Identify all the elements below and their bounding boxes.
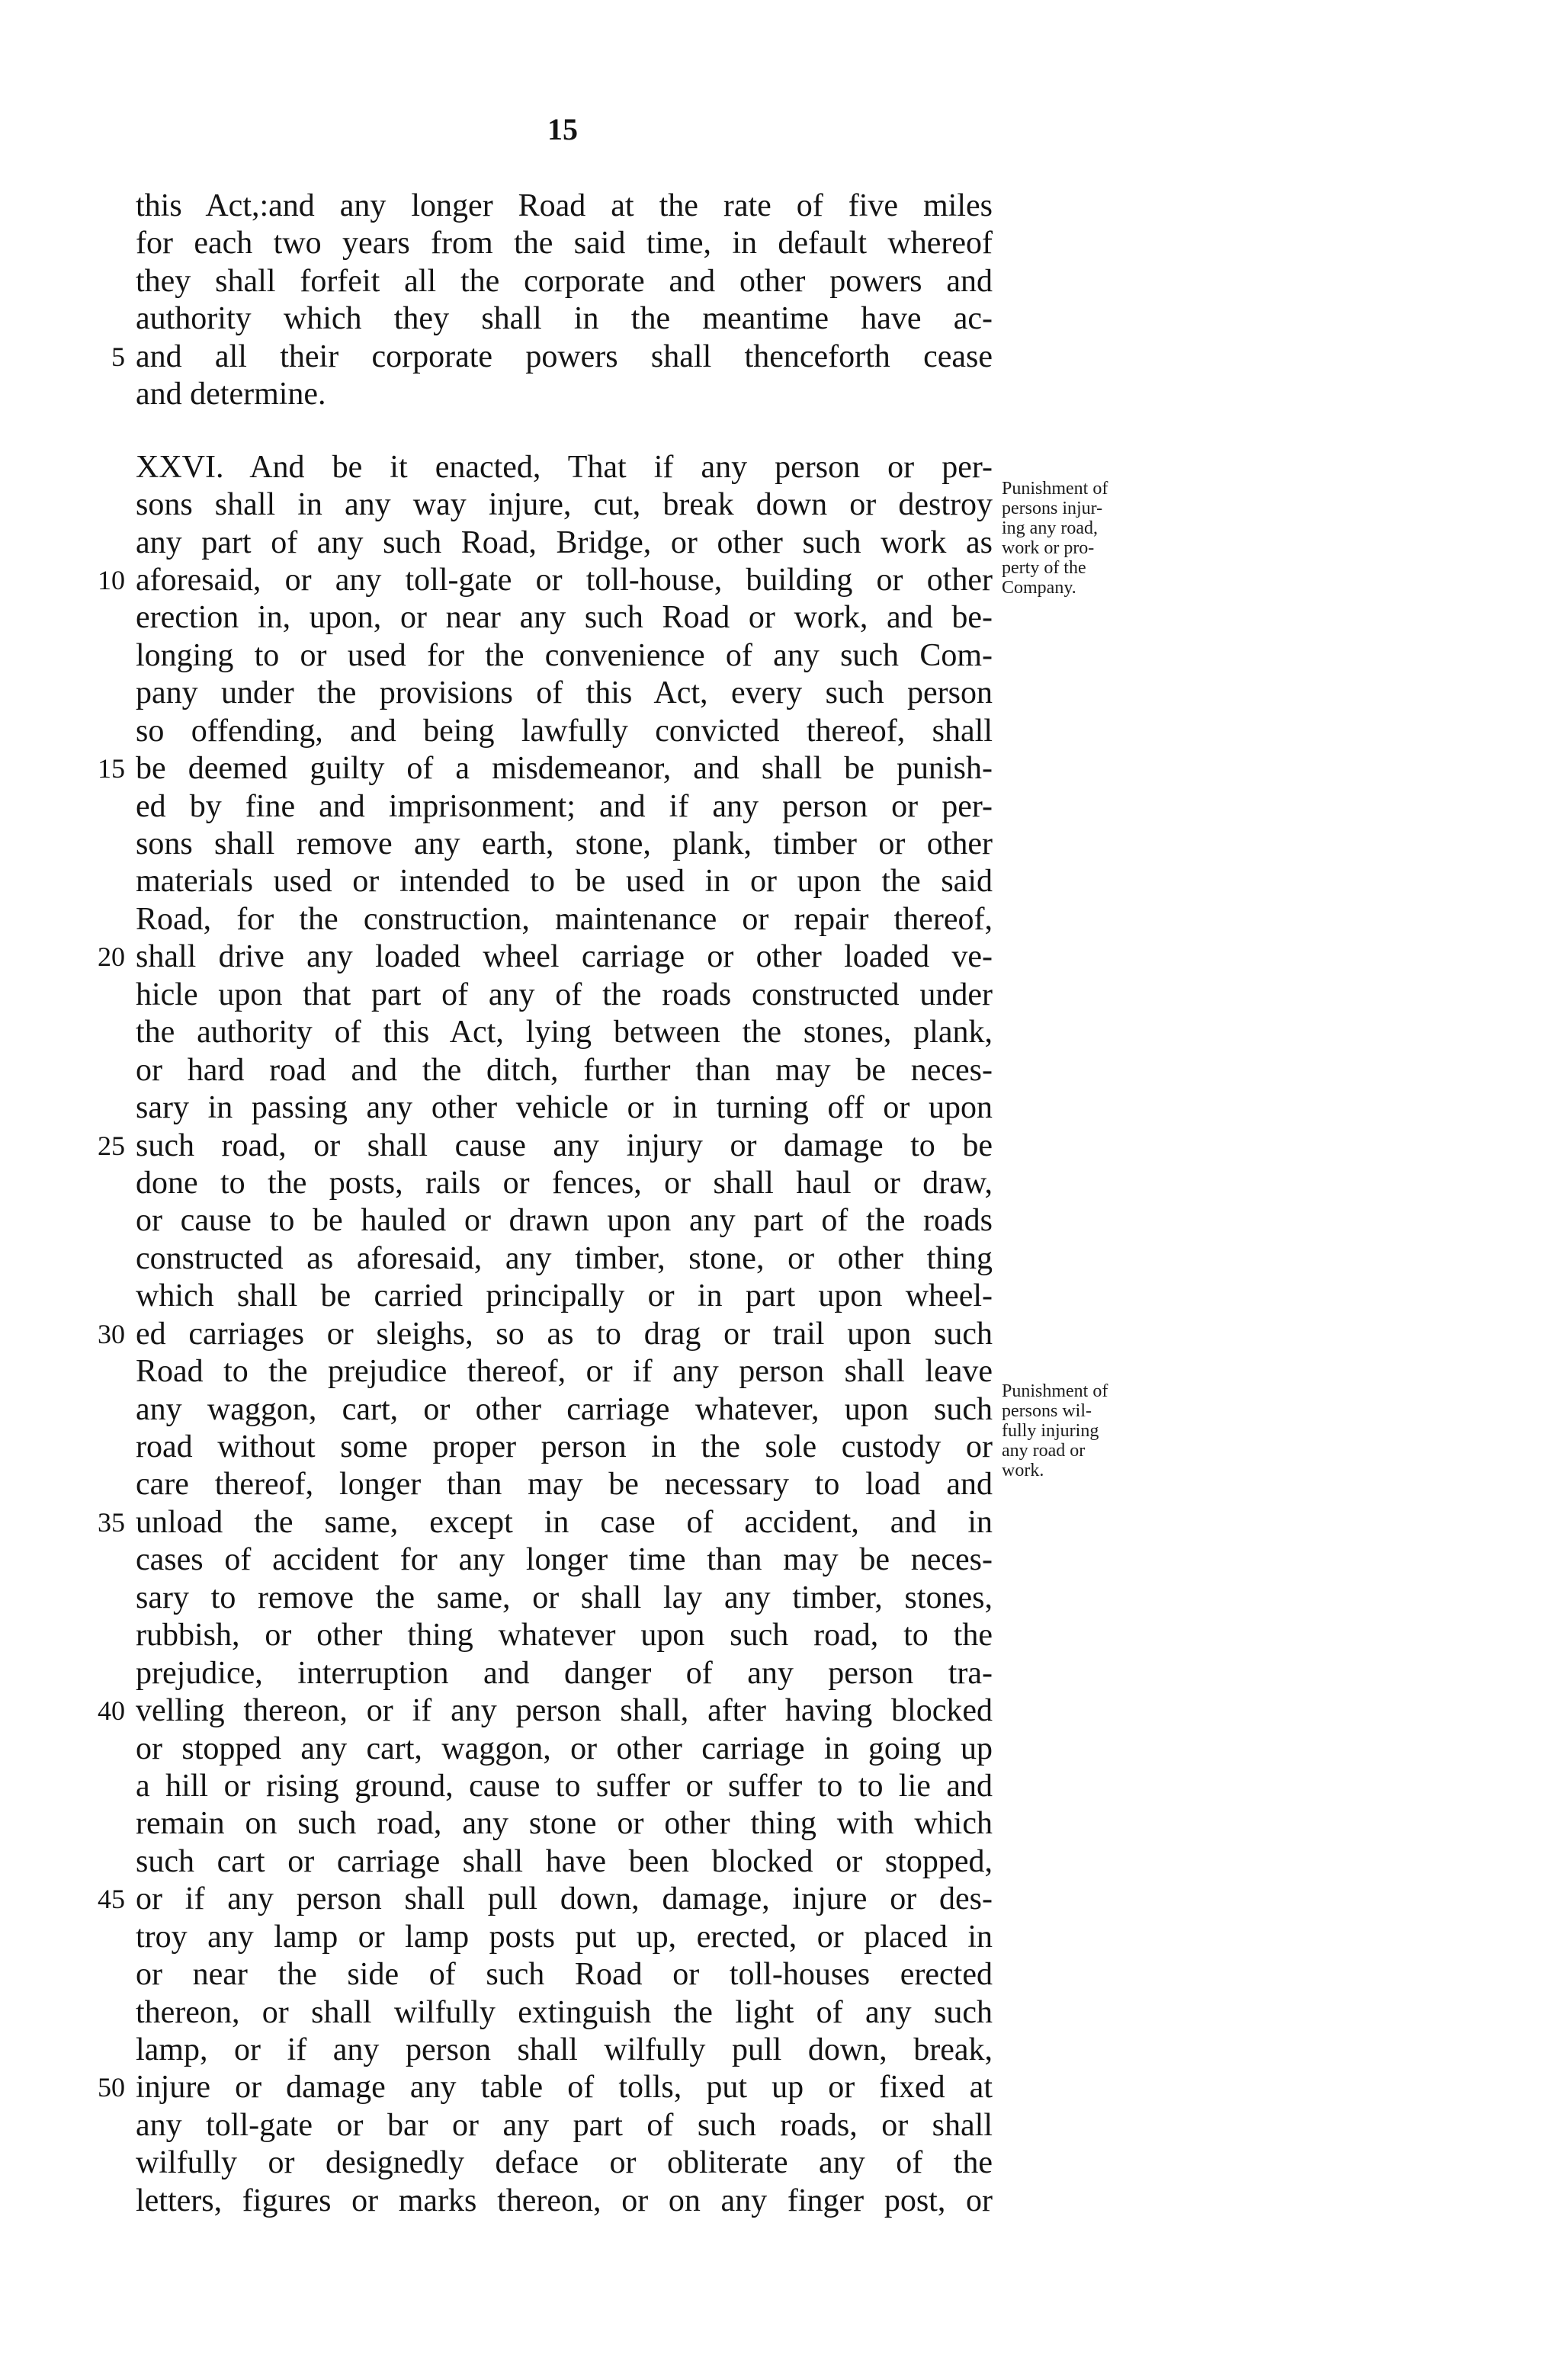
margin-note-punishment-wilful-injury: Punishment of persons wil- fully injuring any road or work.: [1002, 1381, 1108, 1480]
text-line: lamp, or if any person shall wilfully pull down, break,: [136, 2032, 993, 2067]
text-line: they shall forfeit all the corporate and other powers and: [136, 263, 993, 299]
text-line: Road to the prejudice thereof, or if any person shall leave: [136, 1354, 993, 1390]
text-line: 25 such road, or shall cause any injury or damage to be: [136, 1127, 993, 1165]
line-number: 40: [98, 1695, 125, 1727]
text-line: materials used or intended to be used in or upon the said: [136, 864, 993, 900]
text-line: 40 velling thereon, or if any person shall, after having blocked: [136, 1692, 993, 1730]
text-line: so offending, and being lawfully convicted thereof, shall: [136, 713, 993, 749]
text-line: or hard road and the ditch, further than may be neces-: [136, 1052, 993, 1088]
text-line: road without some proper person in the sole custody or: [136, 1429, 993, 1464]
line-number: 15: [98, 753, 125, 784]
text-line: 20 shall drive any loaded wheel carriage or other loaded ve-: [136, 938, 993, 976]
text-line: the authority of this Act, lying between the stones, plank,: [136, 1015, 993, 1050]
line-number: 45: [98, 1884, 125, 1915]
text-line: hicle upon that part of any of the roads constructed under: [136, 977, 993, 1012]
line-number: 5: [111, 341, 125, 372]
text-line: sary to remove the same, or shall lay any timber, stones,: [136, 1580, 993, 1615]
text-line: XXVI. And be it enacted, That if any person or per-: [136, 449, 993, 485]
line-number: 30: [98, 1318, 125, 1349]
text-line: 30 ed carriages or sleighs, so as to drag or trail upon such: [136, 1316, 993, 1353]
body-text: [98, 188, 993, 2220]
text-line: pany under the provisions of this Act, every such person: [136, 675, 993, 711]
text-line: which shall be carried principally or in part upon wheel-: [136, 1278, 993, 1314]
text-line: 50 injure or damage any table of tolls, put up or fixed at: [136, 2069, 993, 2106]
line-number: 20: [98, 941, 125, 973]
page-number: 15: [547, 112, 578, 146]
text-line: sary in passing any other vehicle or in turning off or upon: [136, 1090, 993, 1126]
text-line: any toll-gate or bar or any part of such roads, or shall: [136, 2107, 993, 2143]
text-line: wilfully or designedly deface or obliterate any of the: [136, 2145, 993, 2181]
text-line: erection in, upon, or near any such Road or work, and be-: [136, 600, 993, 636]
text-line: sons shall remove any earth, stone, plank, timber or other: [136, 826, 993, 861]
text-line: this Act,:and any longer Road at the rate of five miles: [136, 188, 993, 223]
text-line: any part of any such Road, Bridge, or other such work as: [136, 524, 993, 560]
text-line: thereon, or shall wilfully extinguish the light of any such: [136, 1994, 993, 2030]
line-number: 25: [98, 1130, 125, 1161]
line-number: 50: [98, 2072, 125, 2103]
text-line: done to the posts, rails or fences, or shall haul or draw,: [136, 1165, 993, 1201]
text-line: such cart or carriage shall have been blocked or stopped,: [136, 1843, 993, 1879]
margin-note-punishment-injuring-property: Punishment of persons injur- ing any road, work or pro- perty of the Company.: [1002, 479, 1108, 598]
text-line: authority which they shall in the meantime have ac-: [136, 301, 993, 337]
text-line: any waggon, cart, or other carriage whatever, upon such: [136, 1391, 993, 1427]
text-line: for each two years from the said time, in default whereof: [136, 226, 993, 261]
text-line: ed by fine and imprisonment; and if any person or per-: [136, 788, 993, 824]
text-line: 10 aforesaid, or any toll-gate or toll-house, building or other: [136, 562, 993, 599]
text-line: troy any lamp or lamp posts put up, erected, or placed in: [136, 1919, 993, 1955]
text-line: 5 and all their corporate powers shall thenceforth cease: [136, 338, 993, 376]
text-line: prejudice, interruption and danger of any person tra-: [136, 1655, 993, 1691]
text-line: remain on such road, any stone or other thing with which: [136, 1806, 993, 1842]
text-line: or stopped any cart, waggon, or other carriage in going up: [136, 1730, 993, 1766]
text-line: longing to or used for the convenience of any such Com-: [136, 637, 993, 673]
text-line: letters, figures or marks thereon, or on any finger post, or: [136, 2183, 993, 2218]
text-line: 35 unload the same, except in case of accident, and in: [136, 1504, 993, 1541]
text-line: 45 or if any person shall pull down, damage, injure or des-: [136, 1881, 993, 1918]
text-line: sons shall in any way injure, cut, break down or destroy: [136, 487, 993, 523]
text-line: rubbish, or other thing whatever upon such road, to the: [136, 1618, 993, 1653]
line-number: 10: [98, 564, 125, 595]
text-line: care thereof, longer than may be necessary to load and: [136, 1467, 993, 1503]
text-line: or cause to be hauled or drawn upon any part of the roads: [136, 1203, 993, 1239]
text-line: or near the side of such Road or toll-houses erected: [136, 1957, 993, 1993]
text-line: Road, for the construction, maintenance or repair thereof,: [136, 901, 993, 937]
line-number: 35: [98, 1506, 125, 1538]
text-line: cases of accident for any longer time than may be neces-: [136, 1542, 993, 1578]
text-line: a hill or rising ground, cause to suffer or suffer to to lie and: [136, 1768, 993, 1804]
text-line: and determine.: [136, 377, 326, 412]
text-line: 15 be deemed guilty of a misdemeanor, and shall be punish-: [136, 750, 993, 787]
text-line: constructed as aforesaid, any timber, stone, or other thing: [136, 1240, 993, 1276]
